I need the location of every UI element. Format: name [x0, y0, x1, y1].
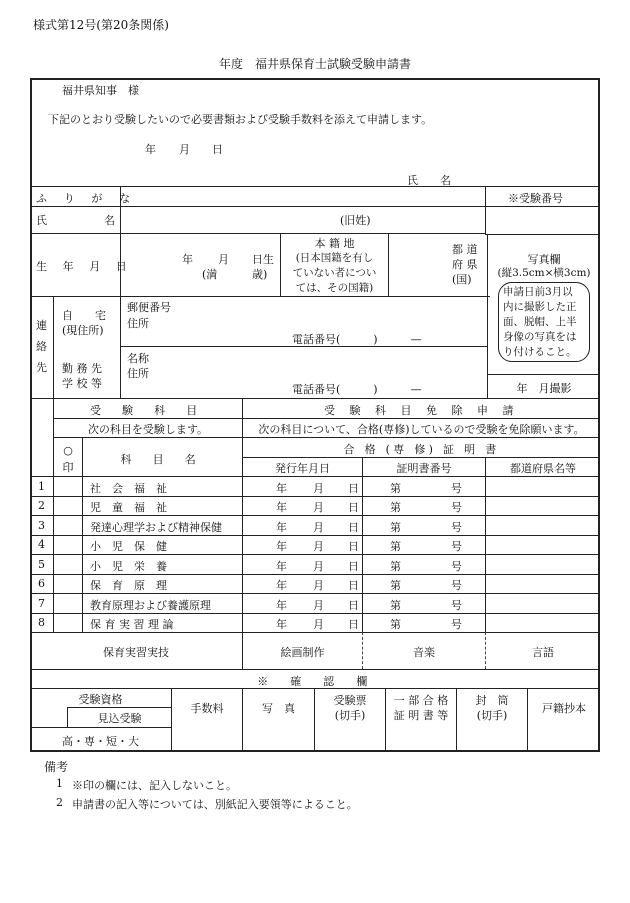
cert-year: 年 [276, 482, 287, 495]
work-address-label: 住所 [127, 367, 149, 380]
cert-month: 月 [313, 618, 324, 631]
subject-name: 教育原理および養護原理 [90, 599, 211, 612]
pref-label-1: 都 道 [452, 243, 478, 256]
subject-no: 4 [38, 538, 45, 551]
cert-day: 日 [348, 482, 359, 495]
apply-year: 年 [145, 143, 156, 156]
cert-go: 号 [451, 599, 462, 612]
cert-year: 年 [276, 618, 287, 631]
exempt-note: 次の科目について、合格(専修)しているので受験を免除願います。 [258, 423, 585, 436]
cert-month: 月 [313, 501, 324, 514]
practical-label: 保育実習実技 [103, 646, 169, 659]
exam-number-label: ※受験番号 [508, 192, 563, 205]
contact-label-1: 連 [36, 319, 47, 332]
cert-day: 日 [348, 618, 359, 631]
cert-dai: 第 [390, 501, 401, 514]
cert-dai: 第 [390, 560, 401, 573]
apply-month: 月 [179, 143, 190, 156]
birth-label: 生 年 月 日 [36, 260, 133, 273]
note-no: 1 [56, 777, 63, 790]
cert-month: 月 [313, 521, 324, 534]
shimei-label-2: 名 [104, 214, 115, 227]
exemption-header: 受 験 科 目 免 除 申 請 [324, 404, 519, 417]
prefecture-name-header: 都道府県名等 [510, 462, 576, 475]
subject-no: 7 [38, 597, 45, 610]
confirm-partial: 一 部 合 格 [393, 694, 449, 707]
cert-day: 日 [348, 560, 359, 573]
subject-no: 8 [38, 616, 45, 629]
cert-month: 月 [313, 540, 324, 553]
cert-month: 月 [313, 482, 324, 495]
subject-no: 1 [38, 480, 45, 493]
cert-go: 号 [451, 579, 462, 592]
cert-go: 号 [451, 482, 462, 495]
work-label-sub: 学 校 等 [62, 377, 102, 390]
cert-dai: 第 [390, 540, 401, 553]
cert-dai: 第 [390, 482, 401, 495]
work-label: 勤 務 先 [62, 362, 102, 375]
cert-day: 日 [348, 501, 359, 514]
subject-name: 保 育 実 習 理 論 [90, 618, 174, 631]
confirm-prospective: 見込受験 [97, 712, 142, 725]
practical-language[interactable]: 言語 [532, 646, 554, 659]
subject-name: 保 育 原 理 [90, 579, 167, 592]
confirm-school-types: 高・専・短・大 [62, 735, 139, 748]
cert-go: 号 [451, 521, 462, 534]
circle-mark-cells[interactable] [54, 477, 81, 632]
exam-subjects-header: 受 験 科 目 [89, 404, 207, 417]
cert-dai: 第 [390, 579, 401, 592]
note-text: 申請書の記入等については、別紙記入要領等によること。 [72, 798, 358, 811]
cert-month: 月 [313, 579, 324, 592]
practical-music[interactable]: 音楽 [413, 646, 435, 659]
honseki-title: 本 籍 地 [314, 237, 355, 250]
home-postal-label: 郵便番号 [127, 301, 171, 314]
cert-header: 合 格 (専 修) 証 明 書 [343, 443, 500, 456]
photo-title: 写真欄 [527, 253, 561, 266]
subject-name: 社 会 福 祉 [90, 482, 167, 495]
old-surname-label: (旧姓) [340, 214, 371, 227]
cert-day: 日 [348, 579, 359, 592]
applicant-name-label: 氏 名 [407, 174, 451, 187]
home-address-field[interactable] [170, 298, 480, 344]
home-label: 自 宅 [62, 309, 106, 322]
circle-mark-label-2: 印 [62, 461, 74, 474]
cert-month: 月 [313, 560, 324, 573]
birth-day: 日生 [252, 253, 274, 266]
cert-month: 月 [313, 599, 324, 612]
exam-number-field [487, 207, 599, 233]
subject-name: 小 児 保 健 [90, 540, 167, 553]
honseki-note-2: ていない者につい [292, 267, 377, 279]
pref-label-2: 府 県 [452, 258, 478, 271]
subject-no: 5 [38, 558, 45, 571]
cert-year: 年 [276, 560, 287, 573]
cert-day: 日 [348, 540, 359, 553]
cert-dai: 第 [390, 599, 401, 612]
notes-title: 備考 [44, 760, 69, 774]
cert-year: 年 [276, 521, 287, 534]
confirm-envelope-sub: (切手) [476, 709, 508, 722]
cert-year: 年 [276, 599, 287, 612]
cert-year: 年 [276, 501, 287, 514]
subject-name-header: 科 目 名 [120, 453, 205, 466]
cert-go: 号 [451, 540, 462, 553]
subject-name: 発達心理学および精神保健 [90, 521, 222, 534]
age-open: (満 [202, 268, 218, 281]
subject-no: 6 [38, 577, 45, 590]
confirm-fee: 手数料 [190, 702, 224, 715]
cert-go: 号 [451, 501, 462, 514]
confirm-photo: 写 真 [262, 702, 295, 715]
work-phone-label: 電話番号( ) — [292, 383, 422, 396]
furigana-field[interactable] [122, 187, 484, 205]
cert-go: 号 [451, 618, 462, 631]
intro-text: 下記のとおり受験したいので必要書類および受験手数料を添えて申請します。 [48, 113, 433, 126]
photo-instructions: 申請日前3月以 内に撮影した正 面、脱帽、上半 身像の写真をは り付けること。 [498, 282, 590, 362]
contact-label-2: 絡 [36, 340, 47, 353]
pref-label-3: (国) [452, 273, 472, 286]
birth-month: 月 [218, 253, 229, 266]
home-label-sub: (現住所) [62, 324, 104, 337]
cert-dai: 第 [390, 521, 401, 534]
confirm-koseki: 戸籍抄本 [542, 702, 586, 715]
cert-day: 日 [348, 599, 359, 612]
subject-no: 3 [38, 519, 45, 532]
cert-day: 日 [348, 521, 359, 534]
cert-year: 年 [276, 540, 287, 553]
take-note: 次の科目を受験します。 [87, 423, 209, 436]
cert-go: 号 [451, 560, 462, 573]
apply-day: 日 [212, 143, 223, 156]
cert-dai: 第 [390, 618, 401, 631]
note-no: 2 [56, 796, 63, 809]
confirm-ticket-sub: (切手) [334, 709, 366, 722]
shimei-label: 氏 [36, 214, 47, 227]
form-number: 様式第12号(第20条関係) [33, 18, 169, 32]
note-text: ※印の欄には、記入しないこと。 [72, 779, 237, 792]
cert-number-header: 証明書番号 [396, 462, 452, 475]
page-title: 年度 福井県保育士試験受験申請書 [218, 57, 411, 71]
cert-year: 年 [276, 579, 287, 592]
practical-drawing[interactable]: 絵画制作 [280, 646, 325, 659]
subject-no: 2 [38, 499, 45, 512]
addressee: 福井県知事 様 [62, 84, 139, 97]
work-name-label: 名称 [127, 352, 149, 365]
furigana-label: ふ り が な [36, 192, 137, 205]
confirm-qualification: 受験資格 [78, 693, 123, 706]
home-address-label: 住所 [127, 317, 149, 330]
age-close: 歳) [252, 268, 268, 281]
contact-label-3: 先 [36, 361, 47, 374]
subject-name: 小 児 栄 養 [90, 560, 167, 573]
confirm-partial-sub: 証 明 書 等 [393, 709, 449, 722]
confirm-header: ※ 確 認 欄 [257, 675, 373, 688]
issue-date-header: 発行年月日 [275, 462, 330, 475]
circle-mark-label: ○ [63, 444, 73, 457]
honseki-note-3: ては、その国籍) [295, 282, 374, 294]
confirm-envelope: 封 筒 [475, 694, 509, 707]
home-phone-label: 電話番号( ) — [292, 333, 422, 346]
confirm-ticket: 受験票 [333, 694, 367, 707]
honseki-note-1: (日本国籍を有し [295, 252, 374, 264]
work-address-field[interactable] [170, 348, 480, 396]
subject-name: 児 童 福 祉 [90, 501, 167, 514]
photo-size: (縦3.5cm×横3cm) [497, 267, 591, 279]
photo-taken-label: 年 月撮影 [516, 382, 572, 395]
birth-year: 年 [182, 253, 193, 266]
name-field[interactable] [122, 207, 484, 232]
